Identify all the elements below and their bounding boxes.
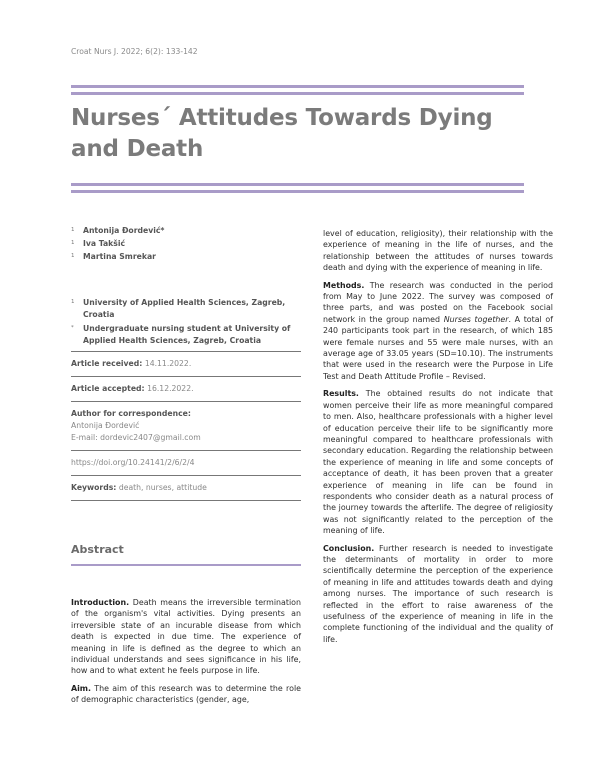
received-label: Article received: [71, 359, 143, 368]
title-rule-bottom-1 [71, 183, 524, 186]
introduction-paragraph [71, 597, 301, 677]
correspondence-label: Author for correspondence: [71, 409, 191, 418]
results-paragraph [323, 388, 553, 536]
results-lead: Results. [323, 389, 359, 399]
author-item [71, 224, 301, 237]
conclusion-lead: Conclusion. [323, 543, 375, 553]
abstract-header [71, 543, 301, 566]
affiliation-text: Undergraduate nursing student at University of Applied Health Sciences, Zagreb, Croatia [83, 324, 291, 345]
received-date: 14.11.2022. [144, 359, 192, 368]
author-name: Iva Takšić [83, 239, 126, 248]
methods-italic: Nurses together [443, 314, 509, 324]
accepted-date: 16.12.2022. [147, 384, 194, 393]
author-item [71, 250, 301, 263]
conclusion-paragraph [323, 543, 553, 646]
author-name: Antonija Đordević* [83, 226, 165, 235]
methods-text-b: . A total of 240 participants took part in the research, of which 185 were female nurses and 55 were male nurses, with an average age of 33.05 years (SD=10.10). The instruments that were used in the research were the Purpose in Life Test and Death Attitude Profile – Revised. [323, 314, 553, 381]
abstract-left-column [71, 597, 301, 706]
conclusion-text: Further research is needed to investigate the determinants of mortality in order to more scientifically determine the perception of the experience of meaning in life and attitudes towards death and dying among nurses. The importance of such research is reflected in the effort to raise awareness of the usefulness of the experience of meaning in life in the complete functioning of the individual and the quality of life. [323, 543, 553, 644]
author-name: Martina Smrekar [83, 252, 156, 261]
author-superscript: 1 [71, 253, 75, 259]
author-item [71, 237, 301, 250]
abstract-right-column [323, 228, 553, 645]
author-superscript: 1 [71, 240, 75, 246]
affiliation-list [71, 297, 301, 346]
affiliation-item [71, 297, 301, 320]
author-superscript: 1 [71, 227, 75, 233]
article-accepted [71, 377, 301, 401]
aim-lead: Aim. [71, 683, 92, 693]
article-info-column [71, 224, 301, 501]
accepted-label: Article accepted: [71, 384, 145, 393]
correspondence-email[interactable]: E-mail: dordevic2407@gmail.com [71, 433, 201, 442]
author-list [71, 224, 301, 263]
keywords-label: Keywords: [71, 483, 117, 492]
affiliation-text: University of Applied Health Sciences, Zagreb, Croatia [83, 298, 286, 319]
journal-reference: Croat Nurs J. 2022; 6(2): 133-142 [71, 47, 198, 56]
methods-text-a: The research was conducted in the period from May to June 2022. The survey was composed of three parts, and was posted on the Facebook social network in the group named [323, 280, 553, 324]
keywords-block [71, 476, 301, 500]
affiliation-item [71, 323, 301, 346]
methods-paragraph [323, 280, 553, 383]
article-received [71, 352, 301, 376]
aim-paragraph [71, 683, 301, 706]
title-rule-top-2 [71, 92, 524, 95]
correspondence-name: Antonija Đordević [71, 421, 140, 430]
results-text: The obtained results do not indicate that women perceive their life as more meaningful compared to men. Also, healthcare professionals with a higher level of education perceive their life to be significantly more meaningful compared to healthcare professionals with secondary education. Regarding the relationship between the experience of meaning in life and some concepts of acceptance of death, it has been proven that a greater experience of meaning in life can be found in respondents who consider death as a natural process of the journey towards the afterlife. The degree of religiosity was not significantly related to the perception of the meaning of life. [323, 389, 553, 536]
article-title: Nurses´ Attitudes Towards Dying and Death [71, 105, 493, 162]
keywords-value: death, nurses, attitude [118, 483, 207, 492]
methods-lead: Methods. [323, 280, 365, 290]
introduction-lead: Introduction. [71, 598, 130, 607]
affiliation-superscript: 1 [71, 299, 75, 305]
abstract-title: Abstract [71, 543, 124, 556]
divider [71, 500, 301, 501]
correspondence-block [71, 402, 301, 450]
abstract-rule [71, 564, 301, 566]
doi-link[interactable]: https://doi.org/10.24141/2/6/2/4 [71, 458, 195, 467]
aim-continuation: level of education, religiosity), their relationship with the experience of meaning in the life of nurses, and the relationship between the attitudes of nurses towards death and dying with the experience of meaning in life. [323, 229, 553, 273]
title-rule-top-1 [71, 85, 524, 88]
affiliation-superscript: * [71, 325, 74, 331]
doi-block [71, 451, 301, 475]
introduction-text: Death means the irreversible termination of the organism's vital activities. Dying presents an irreversible state of an incurable disease from which death is expected in due time. The experience of meaning in life is defined as the degree to which an individual understands and sees significance in his life, how and to what extent he feels purpose in life. [71, 598, 301, 676]
aim-text: The aim of this research was to determine the role of demographic characteristics (gender, age, [71, 683, 301, 705]
title-rule-bottom-2 [71, 190, 524, 193]
